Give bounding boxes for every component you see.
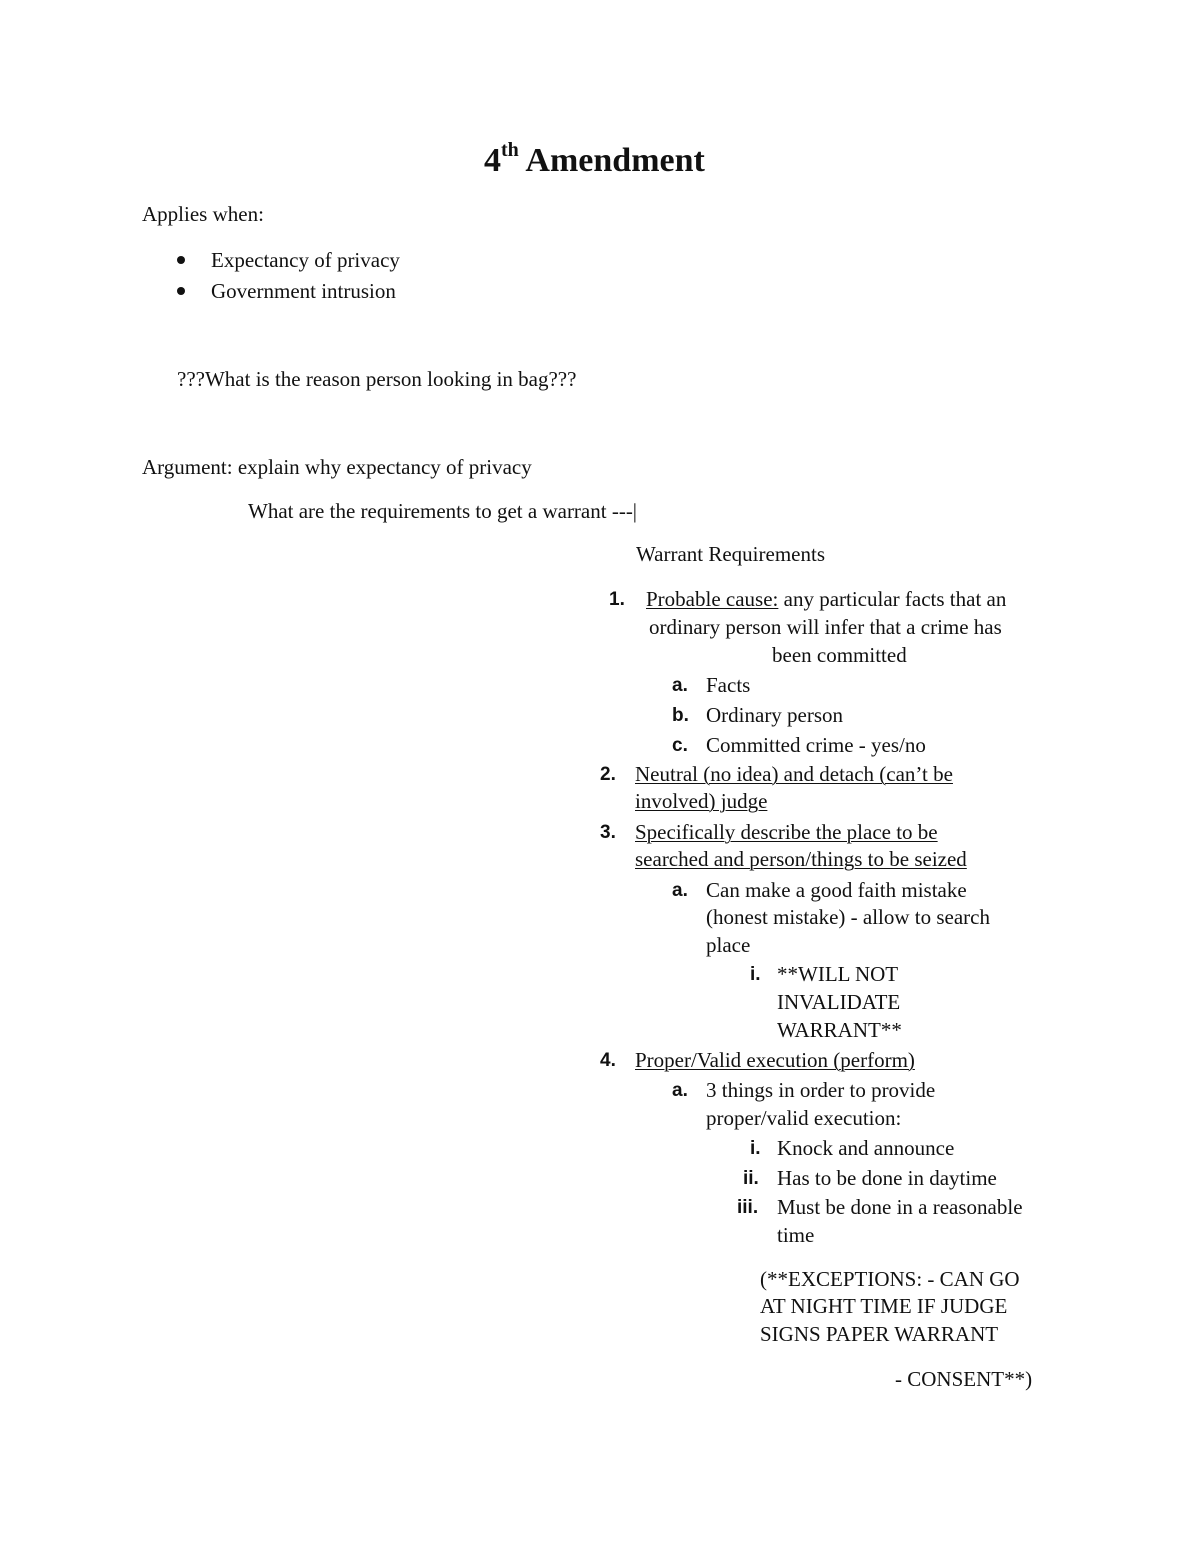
roman-item-reasonable-cont: time	[777, 1223, 815, 1247]
list-marker-2: 2.	[600, 764, 616, 785]
item3-sub-line1: Can make a good faith mistake	[706, 878, 967, 902]
sub-item-ordinary-person: Ordinary person	[706, 703, 844, 727]
probable-cause-definition: any particular facts that an	[778, 587, 1007, 611]
probable-cause-term: Probable cause:	[646, 587, 779, 611]
applies-when-label: Applies when:	[142, 202, 264, 226]
bullet-icon	[177, 256, 185, 264]
title-number: 4	[484, 142, 501, 179]
sub-marker-c: c.	[672, 735, 688, 756]
bullet-icon	[177, 287, 185, 295]
question-text: ???What is the reason person looking in bag???	[177, 367, 577, 391]
roman-item-reasonable: Must be done in a reasonable	[777, 1195, 1023, 1219]
exceptions-line1: (**EXCEPTIONS: - CAN GO	[760, 1267, 1020, 1291]
list-marker-4: 4.	[600, 1050, 616, 1071]
roman-marker-ii: ii.	[743, 1168, 759, 1189]
item3-sub-line2: (honest mistake) - allow to search	[706, 905, 990, 929]
item3-line1: Specifically describe the place to be	[635, 820, 938, 844]
roman-marker-i: i.	[750, 964, 761, 985]
exceptions-line3: SIGNS PAPER WARRANT	[760, 1322, 999, 1346]
roman-item-daytime: Has to be done in daytime	[777, 1166, 997, 1190]
sub-marker-a: a.	[672, 675, 688, 696]
will-not-line2: INVALIDATE	[777, 990, 901, 1014]
sub-item-facts: Facts	[706, 673, 751, 697]
requirements-question: What are the requirements to get a warrant ---|	[248, 499, 638, 523]
item2-line1: Neutral (no idea) and detach (can’t be	[635, 762, 953, 786]
roman-item-knock: Knock and announce	[777, 1136, 955, 1160]
applies-item-intrusion: Government intrusion	[211, 279, 396, 303]
item4-line1: Proper/Valid execution (perform)	[635, 1048, 915, 1072]
exceptions-line2: AT NIGHT TIME IF JUDGE	[760, 1294, 1008, 1318]
item4-sub-line2: proper/valid execution:	[706, 1106, 902, 1130]
exceptions-line4: - CONSENT**)	[895, 1367, 1033, 1391]
item1-line2: ordinary person will infer that a crime has	[649, 615, 1002, 639]
item1-line1	[646, 589, 1006, 610]
item2-line2: involved) judge	[635, 789, 768, 813]
sub-item-committed-crime: Committed crime - yes/no	[706, 733, 926, 757]
roman-marker-i: i.	[750, 1138, 761, 1159]
sub-marker-a: a.	[672, 1080, 688, 1101]
will-not-line1: **WILL NOT	[777, 962, 899, 986]
document-title	[484, 139, 705, 179]
list-marker-1: 1.	[609, 589, 625, 610]
item3-sub-line3: place	[706, 933, 751, 957]
applies-item-expectancy: Expectancy of privacy	[211, 248, 400, 272]
item3-line2: searched and person/things to be seized	[635, 847, 967, 871]
item4-sub-line1: 3 things in order to provide	[706, 1078, 936, 1102]
will-not-line3: WARRANT**	[777, 1018, 902, 1042]
warrant-heading: Warrant Requirements	[636, 542, 825, 566]
item1-line3: been committed	[772, 643, 907, 667]
argument-text: Argument: explain why expectancy of privacy	[142, 455, 532, 479]
sub-marker-b: b.	[672, 705, 689, 726]
list-marker-3: 3.	[600, 822, 616, 843]
sub-marker-a: a.	[672, 880, 688, 901]
roman-marker-iii: iii.	[737, 1197, 759, 1218]
title-superscript: th	[501, 139, 519, 161]
title-text: Amendment	[518, 142, 705, 179]
